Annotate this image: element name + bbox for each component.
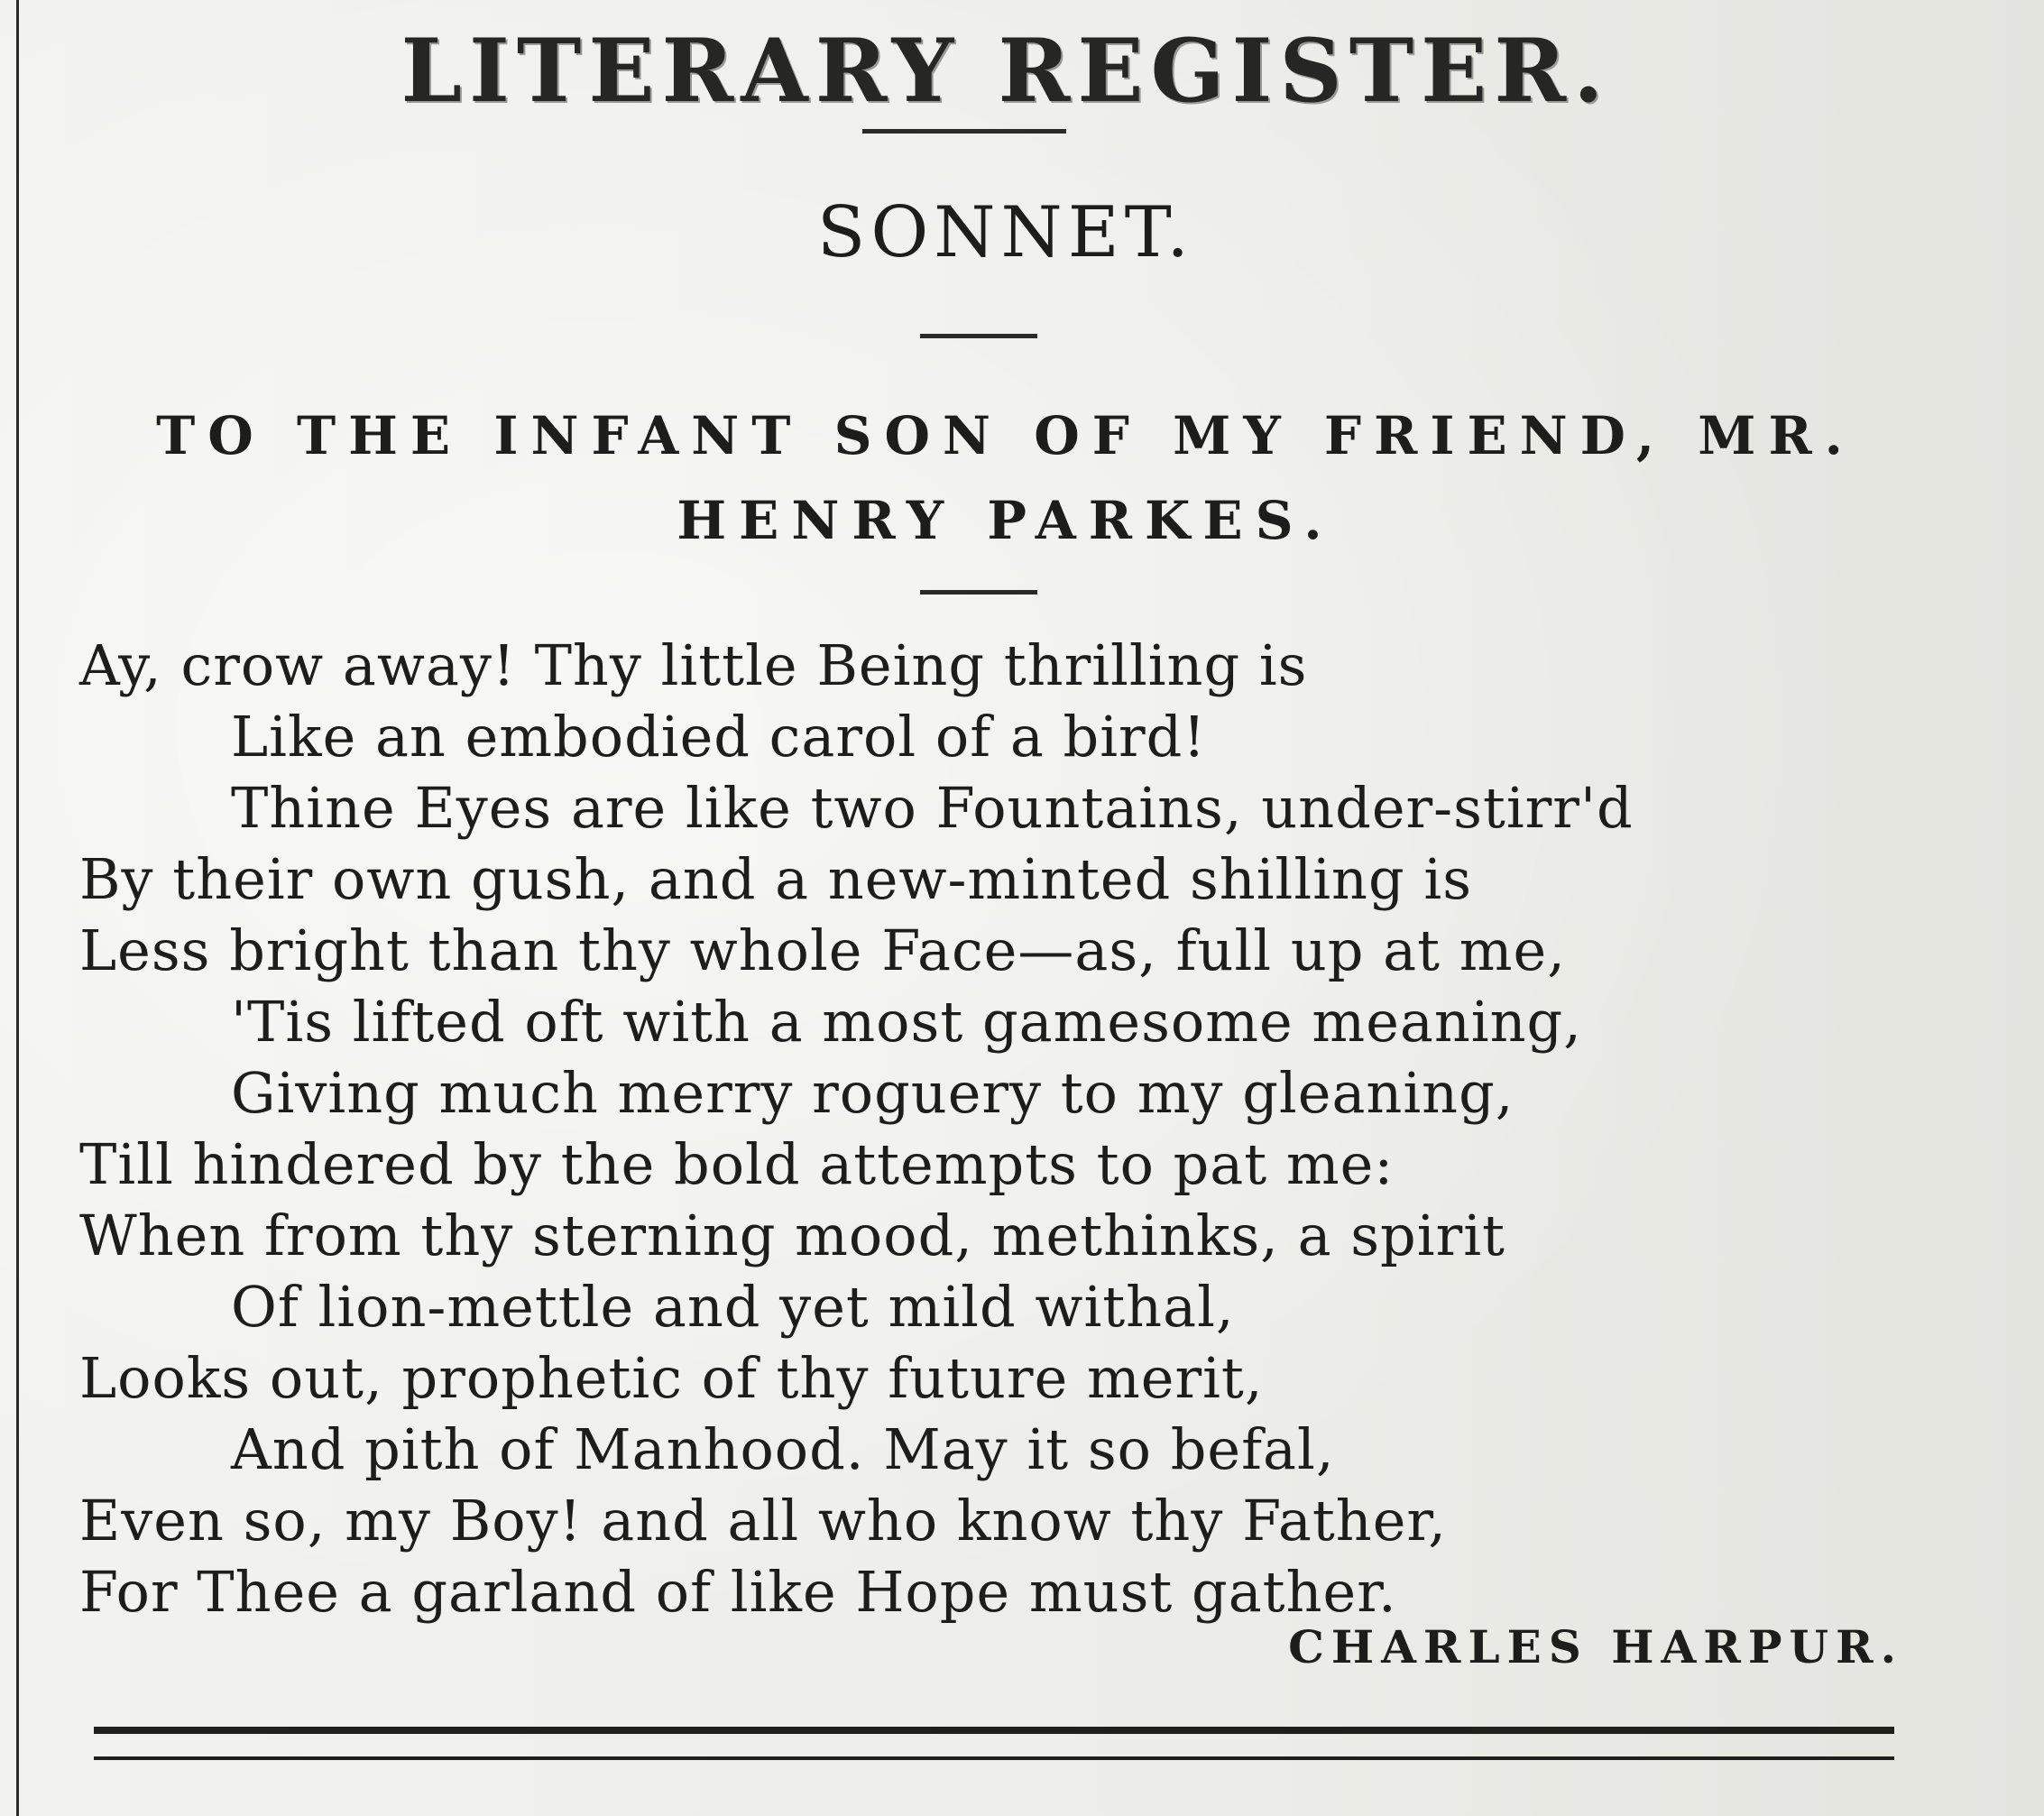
- author-signature: CHARLES HARPUR.: [1288, 1620, 1903, 1673]
- dedication: [54, 393, 1957, 563]
- poem-line: Of lion-mettle and yet mild withal,: [231, 1274, 1235, 1340]
- title-divider: [920, 334, 1037, 338]
- section-heading: LITERARY REGISTER.: [401, 20, 1611, 122]
- poem-line: Looks out, prophetic of thy future merit,: [79, 1345, 1264, 1411]
- dedication-line-1: TO THE INFANT SON OF MY FRIEND, MR.: [156, 405, 1855, 466]
- poem-line: And pith of Manhood. May it so befal,: [231, 1416, 1335, 1482]
- poem-line: For Thee a garland of like Hope must gather.: [79, 1559, 1397, 1625]
- poem-line: When from thy sterning mood, methinks, a spirit: [79, 1203, 1505, 1268]
- poem-line: Giving much merry roguery to my gleaning,: [231, 1060, 1515, 1126]
- literary-register-column: [54, 0, 1957, 1816]
- poem-type-title: SONNET.: [816, 192, 1195, 273]
- poem-line: Even so, my Boy! and all who know thy Father,: [79, 1488, 1447, 1553]
- poem-line: 'Tis lifted oft with a most gamesome meaning,: [231, 989, 1582, 1055]
- poem-line: Like an embodied carol of a bird!: [231, 704, 1207, 770]
- heading-divider: [862, 129, 1066, 134]
- poem-line: Till hindered by the bold attempts to pat me:: [79, 1131, 1395, 1197]
- poem-line: Ay, crow away! Thy little Being thrilling is: [79, 632, 1308, 698]
- poem-line: By their own gush, and a new-minted shilling is: [79, 846, 1473, 912]
- section-end-rule-thin: [94, 1756, 1894, 1760]
- section-end-rule-thick: [94, 1727, 1894, 1734]
- dedication-divider: [920, 590, 1037, 595]
- poem-line: Thine Eyes are like two Fountains, under-stirr'd: [231, 775, 1634, 841]
- poem-line: Less bright than thy whole Face—as, full up at me,: [79, 917, 1566, 983]
- poem-body: [79, 630, 1883, 1627]
- dedication-line-2: HENRY PARKES.: [677, 490, 1335, 551]
- column-divider-rule: [16, 0, 19, 1816]
